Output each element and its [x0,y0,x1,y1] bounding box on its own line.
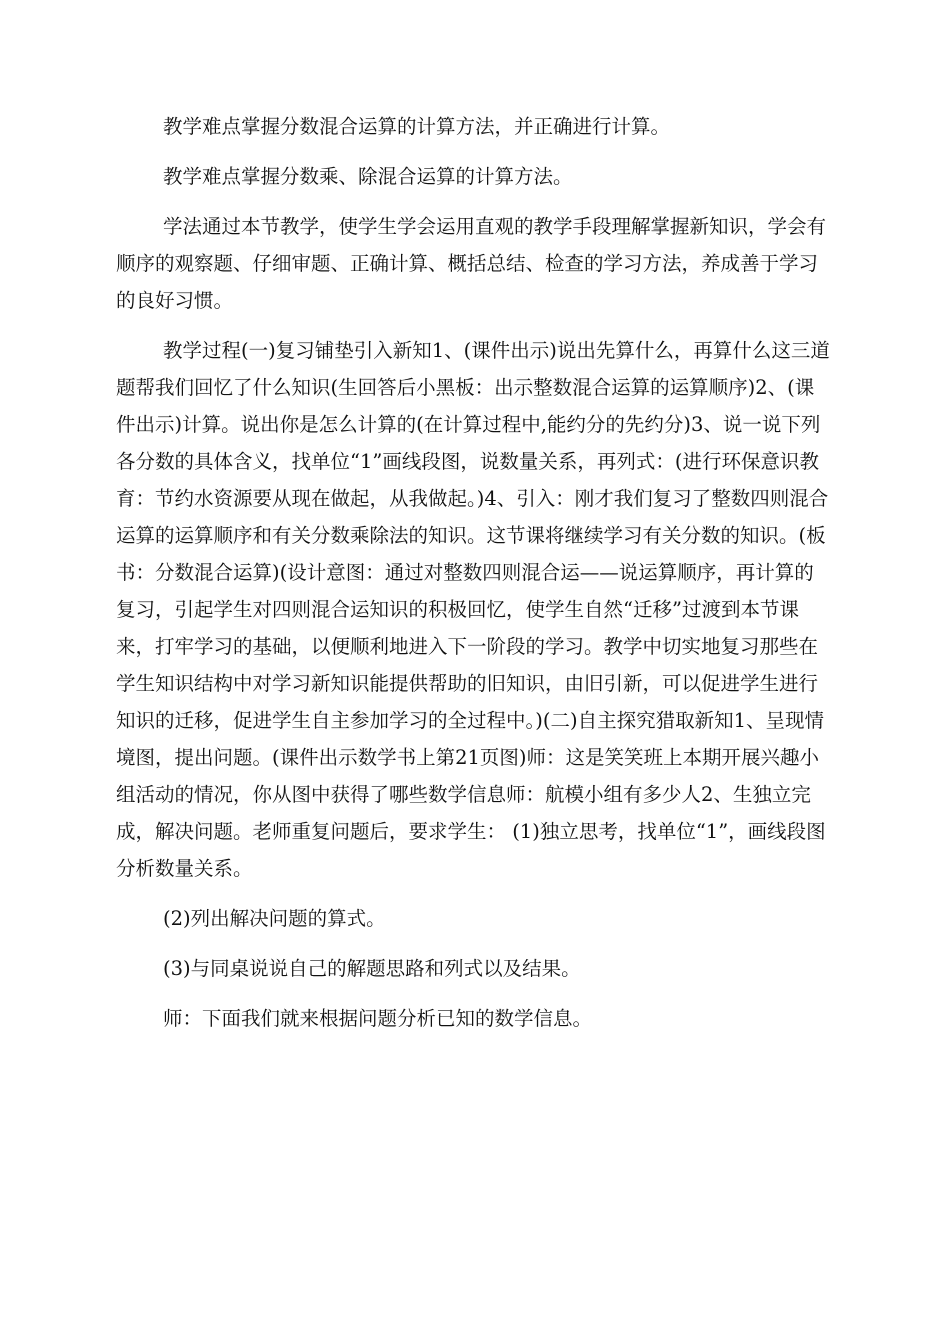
paragraph-difficulty-2: 教学难点掌握分数乘、除混合运算的计算方法。 [163,165,573,188]
paragraph-study-method: 学法通过本节教学，使学生学会运用直观的教学手段理解掌握新知识，学会有顺序的观察题、仔细审题、正确计算、概括总结、检查的学习方法，养成善于学习的良好习惯。 [116,215,827,312]
paragraph-step-3: (3)与同桌说说自己的解题思路和列式以及结果。 [163,957,581,980]
paragraph-step-2: (2)列出解决问题的算式。 [163,907,386,930]
paragraph-teaching-process: 教学过程(一)复习铺垫引入新知1、(课件出示)说出先算什么，再算什么这三道题帮我们回忆了什么知识(生回答后小黑板：出示整数混合运算的运算顺序)2、(课件出示)计算。说出你是怎么计算的(在计算过程中,能约分的先约分)3、说一说下列各分数的具体含义，找单位“1”画线段图，说数量关系，再列式：(进行环保意识教育：节约水资源要从现在做起，从我做起。)4、引入：刚才我们复习了整数四则混合运算的运算顺序和有关分数乘除法的知识。这节课将继续学习有关分数的知识。(板书：分数混合运算)(设计意图：通过对整数四则混合运——说运算顺序，再计算的复习，引起学生对四则混合运知识的积极回忆，使学生自然“迁移”过渡到本节课来，打牢学习的基础，以便顺利地进入下一阶段的学习。教学中切实地复习那些在学生知识结构中对学习新知识能提供帮助的旧知识，由旧引新，可以促进学生进行知识的迁移，促进学生自主参加学习的全过程中。)(二)自主探究猎取新知1、呈现情境图，提出问题。(课件出示数学书上第21页图)师：这是笑笑班上本期开展兴趣小组活动的情况，你从图中获得了哪些数学信息师：航模小组有多少人2、生独立完成，解决问题。老师重复问题后，要求学生： (1)独立思考，找单位“1”，画线段图分析数量关系。 [116,339,830,880]
paragraph-teacher-note: 师：下面我们就来根据问题分析已知的数学信息。 [163,1007,593,1030]
paragraph-difficulty-1: 教学难点掌握分数混合运算的计算方法，并正确进行计算。 [163,115,671,138]
document-page [116,108,832,1050]
